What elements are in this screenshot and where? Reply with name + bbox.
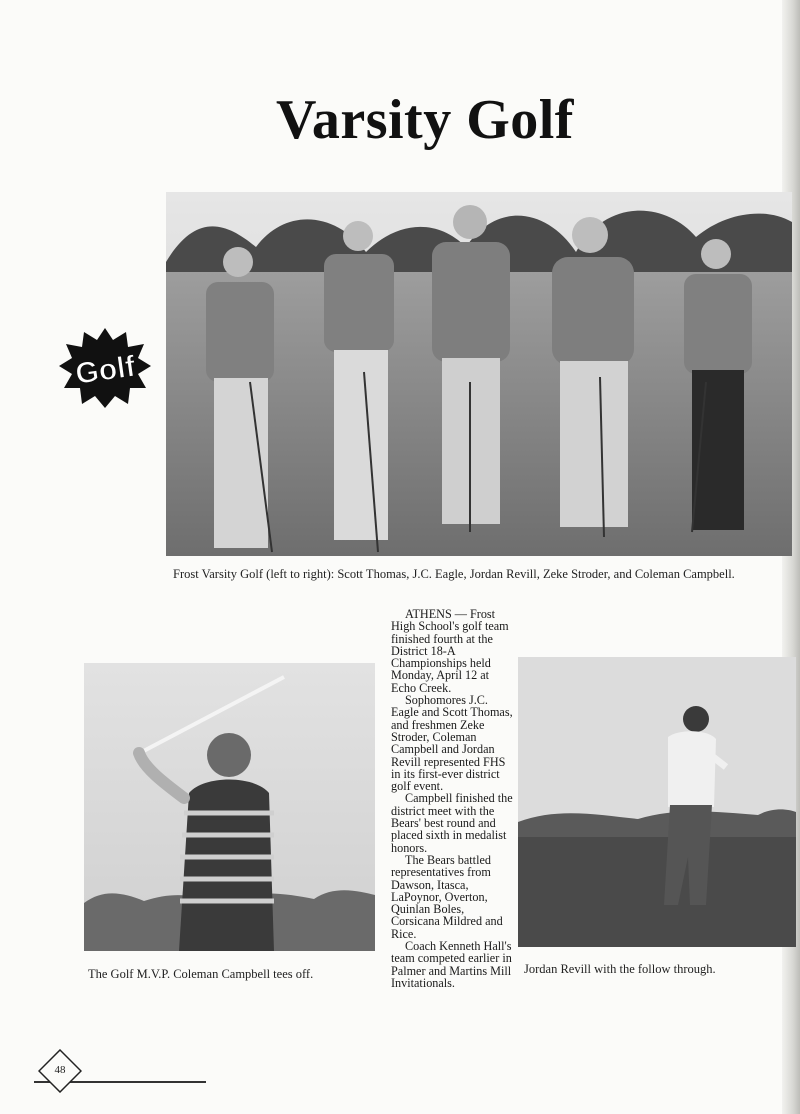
- badge-label: Golf: [73, 349, 138, 391]
- article-paragraph: Sophomores J.C. Eagle and Scott Thomas, and freshmen Zeke Stroder, Coleman Campbell and Jordan Revill represented FHS in its first-ever district golf event.: [391, 693, 513, 794]
- golf-badge: [58, 326, 152, 410]
- page-title: Varsity Golf: [276, 89, 574, 151]
- follow-through-photo: [518, 657, 796, 947]
- article-body: [391, 608, 513, 989]
- starburst-icon: [58, 326, 152, 410]
- page-number: 48: [54, 1064, 66, 1076]
- team-photo-caption: Frost Varsity Golf (left to right): Scott Thomas, J.C. Eagle, Jordan Revill, Zeke Stroder, and Coleman Campbell.: [173, 567, 735, 581]
- mvp-photo-caption: The Golf M.V.P. Coleman Campbell tees off.: [88, 967, 314, 981]
- team-photo: [166, 192, 792, 556]
- mvp-photo: [84, 663, 375, 951]
- page-number-badge: [38, 1049, 82, 1093]
- article-paragraph: The Bears battled representatives from Dawson, Itasca, LaPoynor, Overton, Quinlan Boles, Corsicana Mildred and Rice.: [391, 852, 503, 941]
- article-paragraph: Campbell finished the district meet with the Bears' best round and placed sixth in medalist honors.: [391, 791, 513, 855]
- follow-through-photo-caption: Jordan Revill with the follow through.: [524, 962, 716, 976]
- article-paragraph: Coach Kenneth Hall's team competed earlier in Palmer and Martins Mill Invitationals.: [391, 939, 512, 990]
- article-paragraph: ATHENS — Frost High School's golf team finished fourth at the District 18-A Championships held Monday, April 12 at Echo Creek.: [391, 607, 509, 695]
